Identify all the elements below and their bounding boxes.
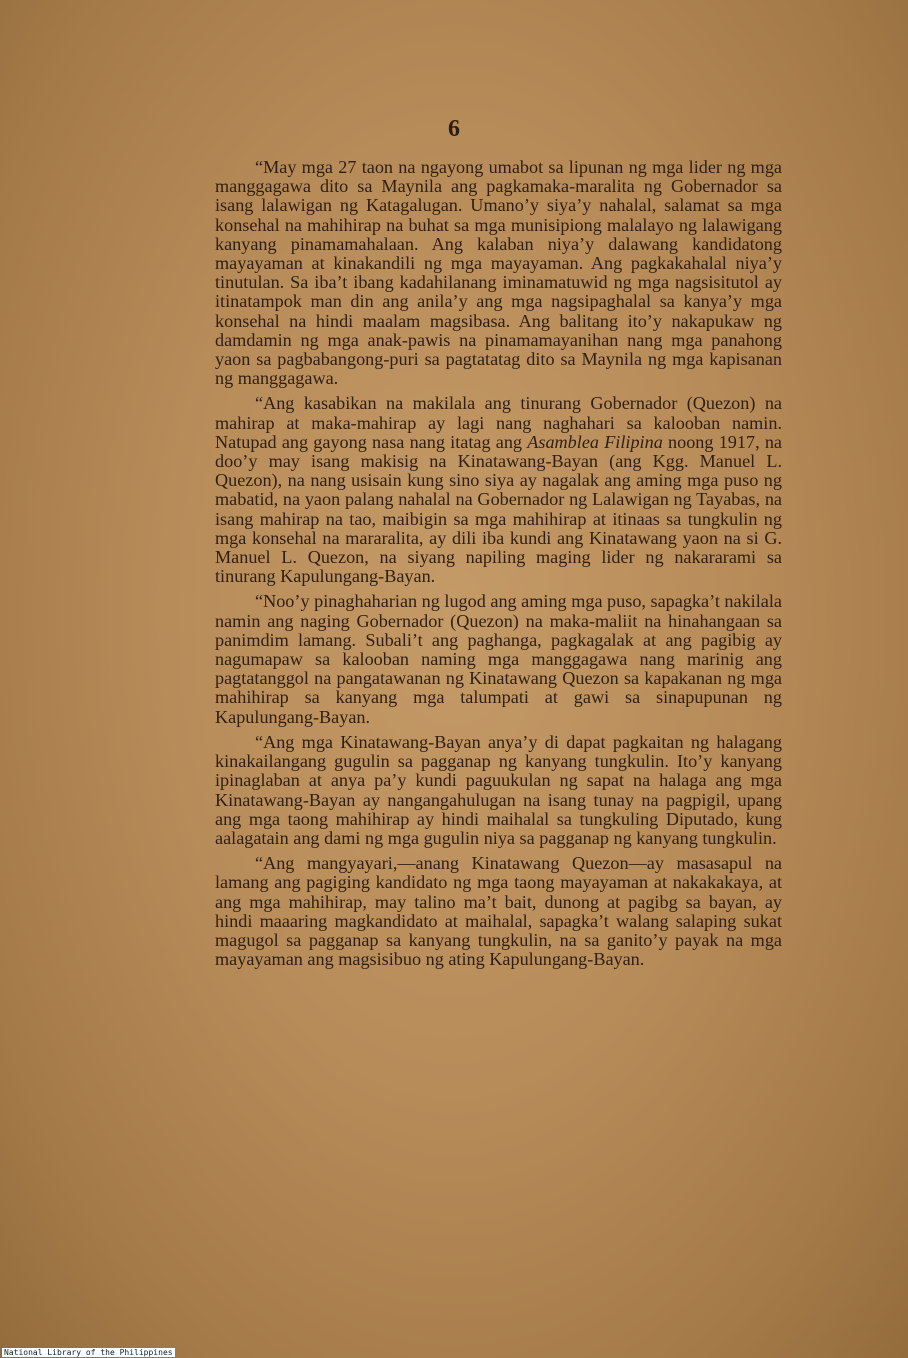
paragraph-1: “May mga 27 taon na ngayong umabot sa lipunan ng mga lider ng mga manggagawa dito sa Maynila ang pagkamaka-maralita ng Gobernador sa isang lalawigan ng Katagalugan. Umano’y siya’y nahalal, salamat sa mga konsehal na mahihirap na buhat sa mga munisipiong malalayo ng lalawigang kanyang pinamamahalaan. Ang kalaban niya’y dalawang kandidatong mayayaman at kinakandili ng mga mayayaman. Ang pagkakahalal niya’y tinutulan. Sa iba’t ibang kadahilanang iminamatuwid ng mga nagsisitutol ay itinatampok man din ang anila’y ang mga nagsipaghalal sa kanya’y mga konsehal na hindi maalam magsibasa. Ang balitang ito’y nakapukaw ng damdamin ng mga anak-pawis na pinamamayanihan nang mga panahong yaon sa pagbabangong-puri sa pagtatatag dito sa Maynila ng mga kapisanan ng manggagawa. (215, 157, 782, 389)
paragraph-5: “Ang mangyayari,—anang Kinatawang Quezon—ay masasapul na lamang ang pagiging kandidato ng mga taong mayayaman at nakakakaya, at ang mga mahihirap, may talino ma’t bait, dunong at pagibg sa bayan, ay hindi maaaring magkandidato at maihalal, sapagka’t walang salaping sukat magugol sa pagganap sa kanyang tungkulin, na sa ganito’y payak na mga mayayaman ang magsisibuo ng ating Kapulungang-Bayan. (215, 853, 782, 970)
paragraph-3: “Noo’y pinaghaharian ng lugod ang aming mga puso, sapagka’t nakilala namin ang naging Gobernador (Quezon) na maka-maliit na hinahangaan sa panimdim lamang. Subali’t ang paghanga, pagkagalak at ang pagibig ay nagumapaw sa kalooban naming mga manggagawa nang marinig ang pagtatanggol na pangatawanan ng Kinatawang Quezon sa kapakanan ng mga mahihirap sa kanyang mga talumpati at gawi sa sinapupunan ng Kapulungang-Bayan. (215, 591, 782, 727)
paragraph-2-emphasis: Asamblea Filipina (527, 431, 663, 452)
paragraph-2 (215, 394, 782, 586)
paragraph-4: “Ang mga Kinatawang-Bayan anya’y di dapat pagkaitan ng halagang kinakailangang gugulin sa pagganap ng kanyang tungkulin. Ito’y kanyang ipinaglaban at anya pa’y kundi paguukulan ng sapat na halaga ang mga Kinatawang-Bayan ay nangangahulugan na isang tunay na pagpigil, upang ang mga taong mahihirap ay hindi maihalal sa tungkuling Diputado, kung aalagatain ang dami ng mga gugulin niya sa pagganap ng kanyang tungkulin. (215, 731, 782, 848)
body-text (215, 158, 782, 975)
library-footer: National Library of the Philippines (4, 1348, 173, 1357)
paragraph-2-before: “Ang kasabikan na makilala ang tinurang Gobernador (Quezon) na mahirap at maka-mahirap ay lagi nang naghahari sa kalooban namin. Natupad ang gayong nasa nang itatag ang (215, 393, 782, 452)
paragraph-2-after: noong 1917, na doo’y may isang makisig na Kinatawang-Bayan (ang Kgg. Manuel L. Quezon), na nang usisain kung sino siya ay nagalak ang aming mga puso ng mabatid, na yaon palang nahalal na Gobernador ng Lalawigan ng Tayabas, na isang mahirap na tao, maibigin sa mga mahihirap at itinaas sa tungkulin ng mga konsehal na mararalita, ay dili iba kundi ang Kinatawang yaon na si G. Manuel L. Quezon, na siyang napiling maging lider ng nakararami sa tinurang Kapulungang-Bayan. (215, 431, 782, 587)
page-number: 6 (448, 116, 460, 142)
